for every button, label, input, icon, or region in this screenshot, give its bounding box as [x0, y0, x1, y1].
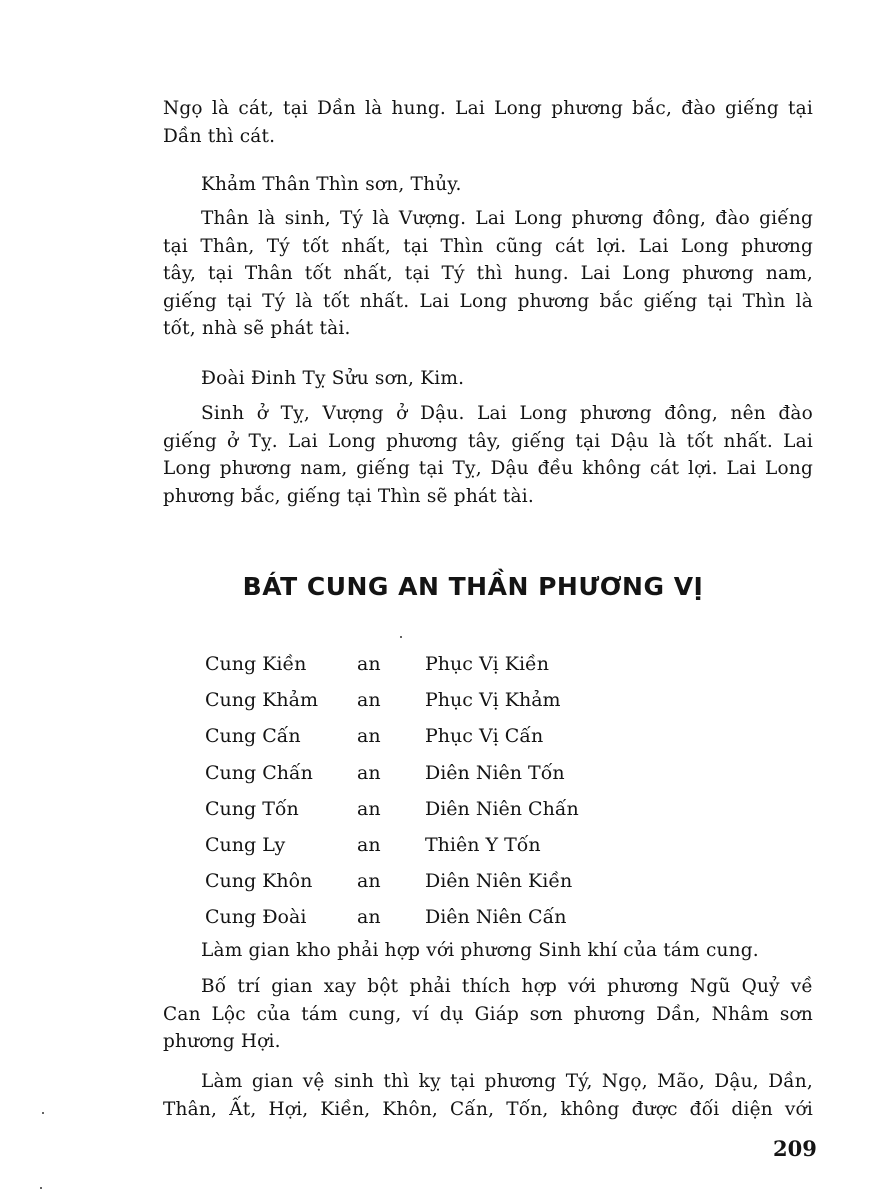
- palace-name: Cung Tốn: [205, 797, 299, 820]
- palace-name: Cung Kiền: [205, 653, 307, 676]
- palace-position: Phục Vị Khảm: [425, 689, 561, 712]
- table-row: [205, 863, 625, 899]
- paragraph-line: tốt, nhà sẽ phát tài.: [163, 318, 351, 339]
- section-title: Khảm Thân Thìn sơn, Thủy.: [201, 174, 462, 195]
- table-row: [205, 827, 625, 863]
- closing-paragraph-storage: [163, 937, 813, 965]
- palace-verb: an: [357, 797, 381, 820]
- paragraph-line: giếng tại Tý là tốt nhất. Lai Long phương bắc giếng tại Thìn là: [163, 290, 813, 312]
- section-title: Đoài Đinh Tỵ Sửu sơn, Kim.: [201, 368, 465, 389]
- paragraph-line: Làm gian kho phải hợp với phương Sinh khí của tám cung.: [201, 940, 759, 961]
- paragraph-line: Bố trí gian xay bột phải thích hợp với phương Ngũ Quỷ về: [201, 976, 813, 997]
- palace-name: Cung Khôn: [205, 870, 313, 893]
- paragraph-line: tây, tại Thân tốt nhất, tại Tý thì hung. Lai Long phương nam,: [163, 263, 813, 284]
- palace-verb: an: [357, 761, 381, 784]
- paragraph-line: tại Thân, Tý tốt nhất, tại Thìn cũng cát lợi. Lai Long phương: [163, 235, 813, 257]
- paragraph-line: Long phương nam, giếng tại Tỵ, Dậu đều không cát lợi. Lai Long: [163, 458, 813, 479]
- scan-speck: [400, 636, 402, 638]
- palace-verb: an: [357, 689, 381, 712]
- palace-verb: an: [357, 725, 381, 748]
- palace-position: Diên Niên Kiền: [425, 870, 573, 893]
- paragraph-line: Làm gian vệ sinh thì kỵ tại phương Tý, Ngọ, Mão, Dậu, Dần,: [201, 1071, 813, 1092]
- palace-verb: an: [357, 870, 381, 893]
- palace-name: Cung Ly: [205, 834, 286, 857]
- section-doai: [163, 365, 813, 393]
- table-row: [205, 646, 625, 682]
- paragraph-line: Ngọ là cát, tại Dần là hung. Lai Long phương bắc, đào giếng tại: [163, 98, 813, 119]
- palace-verb: an: [357, 906, 381, 929]
- palace-position: Diên Niên Cấn: [425, 906, 567, 929]
- scan-speck: [42, 1112, 44, 1114]
- palace-position: Diên Niên Chấn: [425, 797, 579, 820]
- paragraph-line: Can Lộc của tám cung, ví dụ Giáp sơn phương Dần, Nhâm sơn: [163, 1003, 813, 1025]
- chapter-heading: BÁT CUNG AN THẦN PHƯƠNG VỊ: [242, 572, 704, 601]
- table-row: [205, 682, 625, 718]
- paragraph-line: Dần thì cát.: [163, 125, 276, 147]
- section-doai-body: [163, 400, 813, 510]
- paragraph-line: giếng ở Tỵ. Lai Long phương tây, giếng tại Dậu là tốt nhất. Lai: [163, 430, 813, 452]
- palace-name: Cung Khảm: [205, 689, 318, 712]
- palace-name: Cung Chấn: [205, 761, 313, 784]
- palace-verb: an: [357, 834, 381, 857]
- section-kham-body: [163, 205, 813, 343]
- paragraph-line: phương bắc, giếng tại Thìn sẽ phát tài.: [163, 485, 534, 507]
- paragraph-line: phương Hợi.: [163, 1031, 281, 1052]
- palace-position: Thiên Y Tốn: [425, 834, 541, 857]
- paragraph-line: Thân là sinh, Tý là Vượng. Lai Long phương đông, đào giếng: [201, 208, 813, 229]
- palace-position: Phục Vị Kiền: [425, 653, 549, 676]
- palace-position: Diên Niên Tốn: [425, 761, 565, 784]
- scan-speck: [40, 1187, 42, 1189]
- section-kham: [163, 171, 813, 199]
- closing-paragraph-toilet: [163, 1068, 813, 1123]
- paragraph-line: Thân, Ất, Hợi, Kiền, Khôn, Cấn, Tốn, không được đối diện với: [163, 1098, 813, 1120]
- table-row: [205, 755, 625, 791]
- palace-name: Cung Đoài: [205, 906, 307, 929]
- table-row: [205, 791, 625, 827]
- palace-table: [205, 646, 625, 936]
- top-paragraph: [163, 95, 813, 150]
- table-row: [205, 899, 625, 935]
- table-row: [205, 718, 625, 754]
- page-number: 209: [773, 1136, 817, 1161]
- palace-verb: an: [357, 653, 381, 676]
- palace-name: Cung Cấn: [205, 725, 301, 748]
- paragraph-line: Sinh ở Tỵ, Vượng ở Dậu. Lai Long phương đông, nên đào: [201, 403, 813, 424]
- closing-paragraph-mill: [163, 973, 813, 1056]
- palace-position: Phục Vị Cấn: [425, 725, 544, 748]
